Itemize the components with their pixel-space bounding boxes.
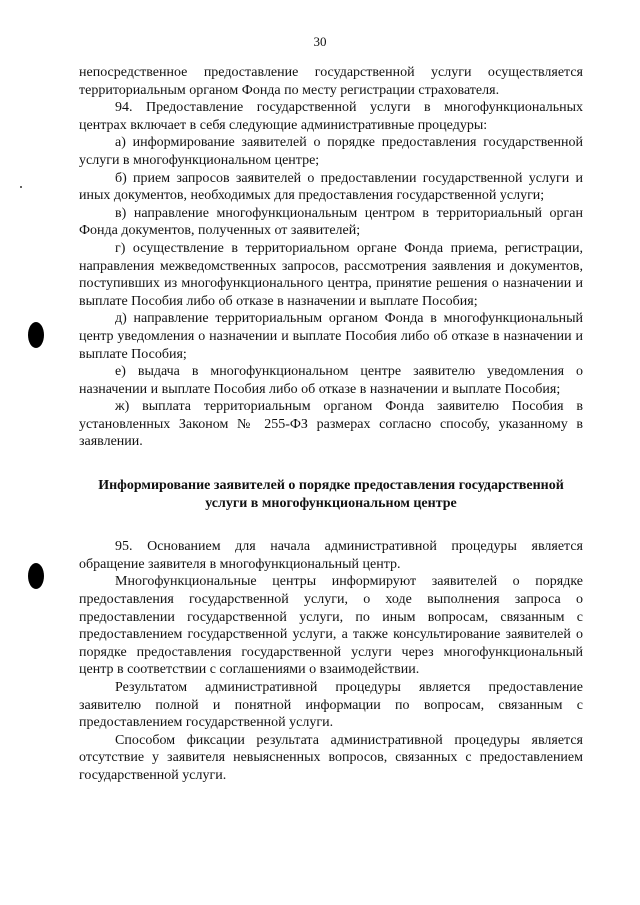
- punch-hole: [28, 322, 44, 348]
- list-item: д) направление территориальным органом Фонда в многофункциональный центр уведомления о назначении и выплате Пособия либо об отказе в назначении и выплате Пособия;: [79, 311, 583, 362]
- list-item: в) направление многофункциональным центром в территориальный орган Фонда документов, полученных от заявителей;: [79, 205, 583, 239]
- list-item: е) выдача в многофункциональном центре заявителю уведомления о назначении и выплате Пособия либо об отказе в назначении и выплате Пособия;: [79, 364, 583, 397]
- list-item: ж) выплата территориальным органом Фонда заявителю Пособия в установленных Законом № 255-ФЗ размерах согласно способу, указанному в заявлении.: [79, 399, 583, 450]
- document-body: [79, 64, 583, 785]
- paragraph: Результатом административной процедуры является предоставление заявителю полной и понятной информации по вопросам, связанным с предоставлением государственной услуги.: [79, 680, 583, 731]
- paragraph: непосредственное предоставление государственной услуги осуществляется территориальным органом Фонда по месту регистрации страхователя.: [79, 65, 583, 98]
- list-item: а) информирование заявителей о порядке предоставления государственной услуги в многофункциональном центре;: [79, 135, 583, 168]
- list-item: б) прием запросов заявителей о предоставлении государственной услуги и иных документов, необходимых для предоставления государственной услуги;: [79, 170, 583, 204]
- scan-speck: [20, 186, 22, 188]
- paragraph: Многофункциональные центры информируют заявителей о порядке предоставления государственной услуги, о ходе выполнения запроса о предоставлении государственной услуги, по иным вопросам, связанным с предоставлением государственной услуги, а также консультирование заявителей о порядке предоставления государственной услуги через многофункциональный центр в соответствии с соглашениями о взаимодействии.: [79, 574, 583, 678]
- page-number: 30: [313, 34, 327, 49]
- paragraph: 94. Предоставление государственной услуги в многофункциональных центрах включает в себя следующие административные процедуры:: [79, 100, 583, 133]
- section-heading: Информирование заявителей о порядке предоставления государственной услуги в многофункциональном центре: [98, 478, 564, 511]
- punch-hole: [28, 563, 44, 589]
- list-item: г) осуществление в территориальном органе Фонда приема, регистрации, направления межведомственных запросов, рассмотрения заявления и документов, поступивших из многофункционального центра, принятие решения о назначении и выплате Пособия либо об отказе в назначении и выплате Пособия;: [79, 240, 583, 309]
- paragraph: Способом фиксации результата административной процедуры является отсутствие у заявителя невыясненных вопросов, связанных с предоставлением государственной услуги.: [79, 732, 583, 783]
- paragraph: 95. Основанием для начала административной процедуры является обращение заявителя в многофункциональный центр.: [79, 539, 583, 572]
